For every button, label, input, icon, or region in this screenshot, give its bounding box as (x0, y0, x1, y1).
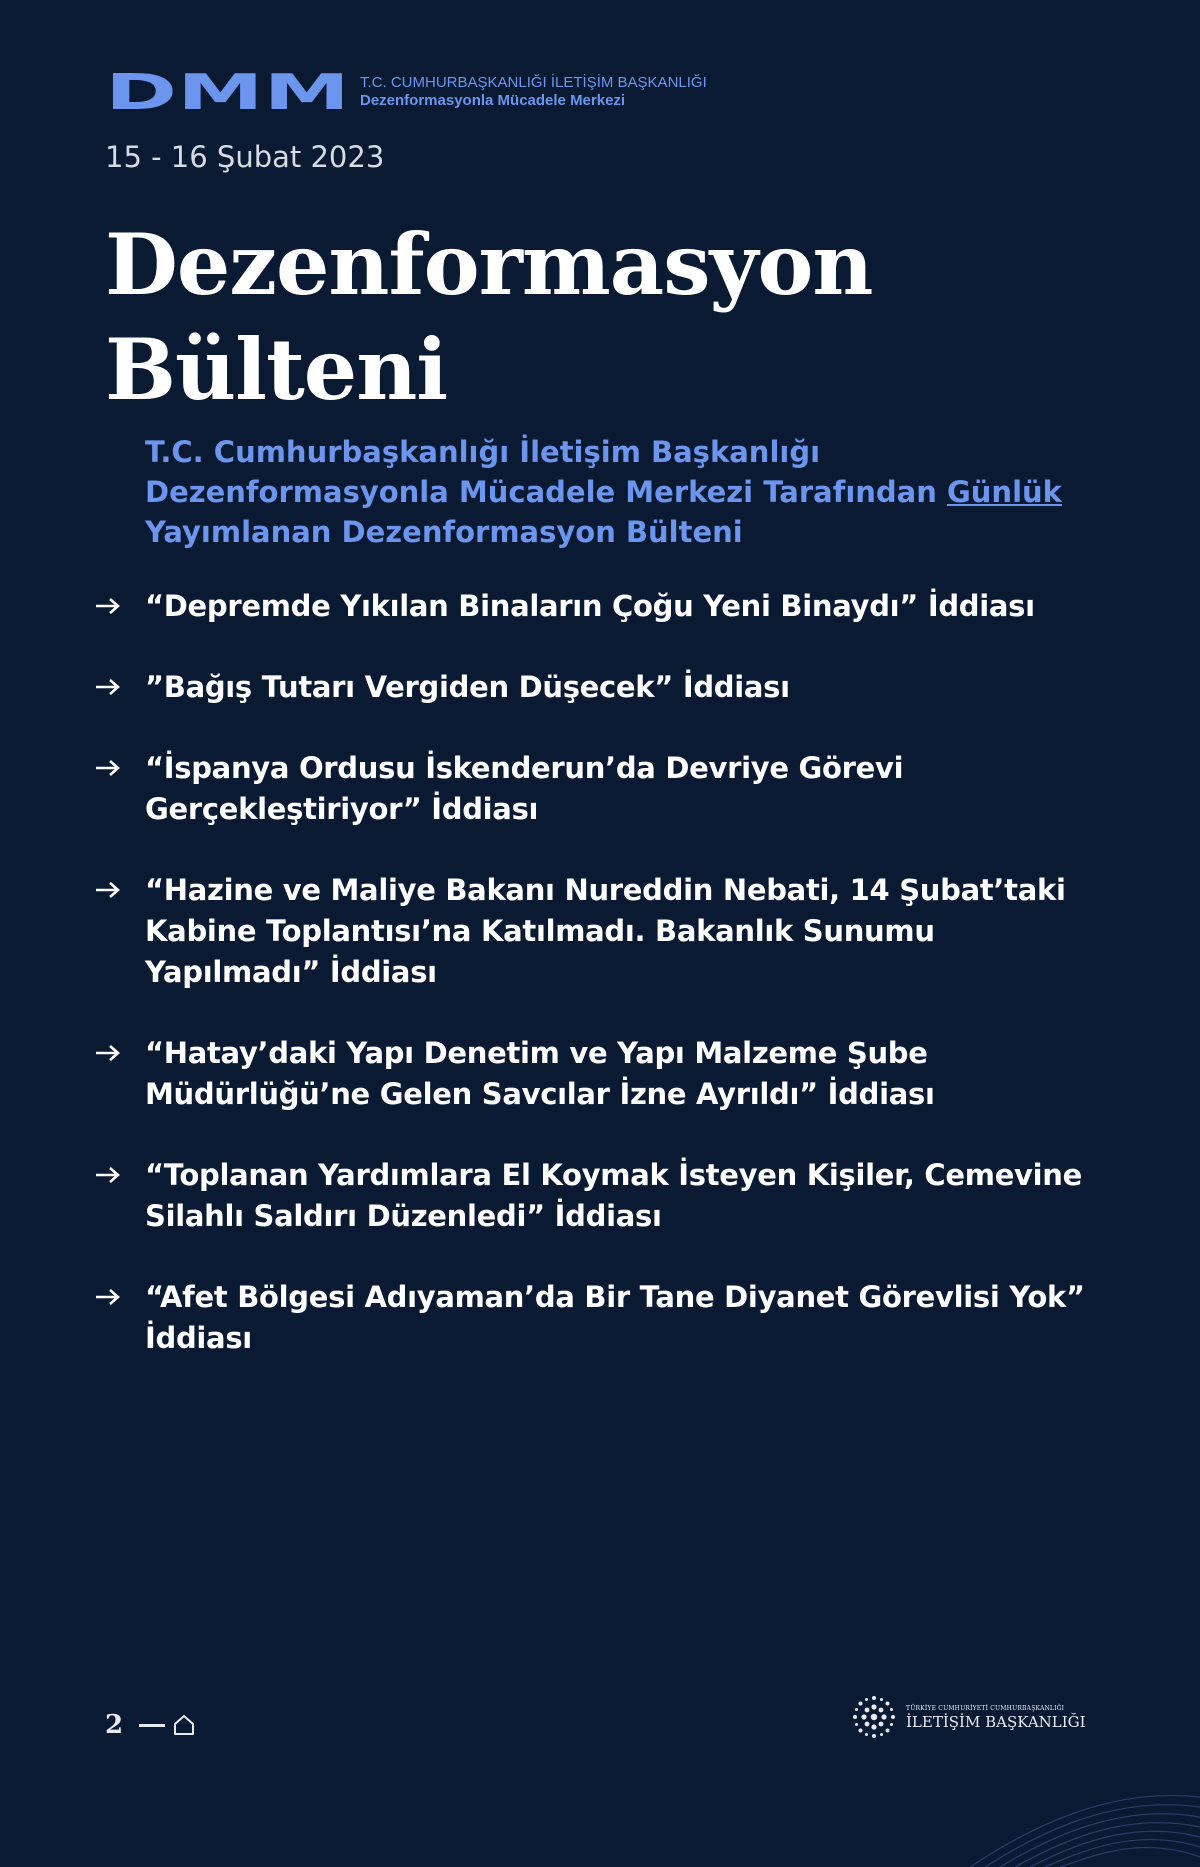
page-number: 2 (105, 1710, 124, 1740)
claim-item[interactable] (95, 1155, 1105, 1237)
claim-text: “Toplanan Yardımlara El Koymak İsteyen Kişiler, Cemevine Silahlı Saldırı Düzenledi” İddiası (145, 1158, 1083, 1233)
arrow-right-icon (95, 1165, 121, 1185)
iletisim-org-name (906, 1704, 1086, 1731)
claim-item[interactable] (95, 748, 1105, 830)
claim-text: “Hazine ve Maliye Bakanı Nureddin Nebati, 14 Şubat’taki Kabine Toplantısı’na Katılmadı. Bakanlık Sunumu Yapılmadı” İddiası (145, 873, 1066, 989)
subtitle (145, 432, 1125, 552)
header-org (360, 74, 707, 110)
claim-text: “Afet Bölgesi Adıyaman’da Bir Tane Diyanet Görevlisi Yok” İddiası (145, 1280, 1085, 1355)
claim-item[interactable] (95, 586, 1105, 627)
claim-text: “Depremde Yıkılan Binaların Çoğu Yeni Binaydı” İddiası (145, 589, 1035, 623)
dmm-logo (105, 72, 350, 112)
claim-text: ”Bağış Tutarı Vergiden Düşecek” İddiası (145, 670, 790, 704)
subtitle-text-after: Yayımlanan Dezenformasyon Bülteni (145, 515, 743, 549)
divider-dash (139, 1724, 165, 1727)
claim-item[interactable] (95, 1033, 1105, 1115)
page-title (105, 212, 1105, 422)
arrow-right-icon (95, 880, 121, 900)
gunluk-link[interactable]: Günlük (946, 475, 1062, 509)
arrow-right-icon (95, 1287, 121, 1307)
emblem-icon (850, 1693, 898, 1741)
claims-list (95, 586, 1105, 1359)
arrow-right-icon (95, 1043, 121, 1063)
dmm-logo-text: DMM (105, 72, 350, 112)
home-icon[interactable] (173, 1713, 195, 1737)
page-navigation (105, 1710, 195, 1740)
bulletin-date: 15 - 16 Şubat 2023 (105, 140, 385, 174)
claim-item[interactable] (95, 1277, 1105, 1359)
claim-text: “İspanya Ordusu İskenderun’da Devriye Görevi Gerçekleştiriyor” İddiası (145, 751, 904, 826)
arrow-right-icon (95, 596, 121, 616)
decorative-waves (970, 1767, 1200, 1867)
iletisim-logo (850, 1693, 1086, 1741)
org-small-text: TÜRKİYE CUMHURİYETİ CUMHURBAŞKANLIĞI (906, 1704, 1065, 1712)
header (105, 72, 707, 112)
title-line1: Dezenformasyon (105, 215, 873, 314)
header-org-line1: T.C. CUMHURBAŞKANLIĞI İLETİŞİM BAŞKANLIĞI (360, 74, 707, 91)
org-big-text: İLETİŞİM BAŞKANLIĞI (906, 1712, 1086, 1731)
arrow-right-icon (95, 758, 121, 778)
header-org-line2: Dezenformasyonla Mücadele Merkezi (360, 92, 626, 109)
claim-item[interactable] (95, 667, 1105, 708)
title-line2: Bülteni (105, 320, 448, 419)
claim-item[interactable] (95, 870, 1105, 993)
claim-text: “Hatay’daki Yapı Denetim ve Yapı Malzeme Şube Müdürlüğü’ne Gelen Savcılar İzne Ayrıldı” İddiası (145, 1036, 935, 1111)
subtitle-text-before: T.C. Cumhurbaşkanlığı İletişim Başkanlığı Dezenformasyonla Mücadele Merkezi Tarafından (145, 435, 947, 509)
arrow-right-icon (95, 677, 121, 697)
